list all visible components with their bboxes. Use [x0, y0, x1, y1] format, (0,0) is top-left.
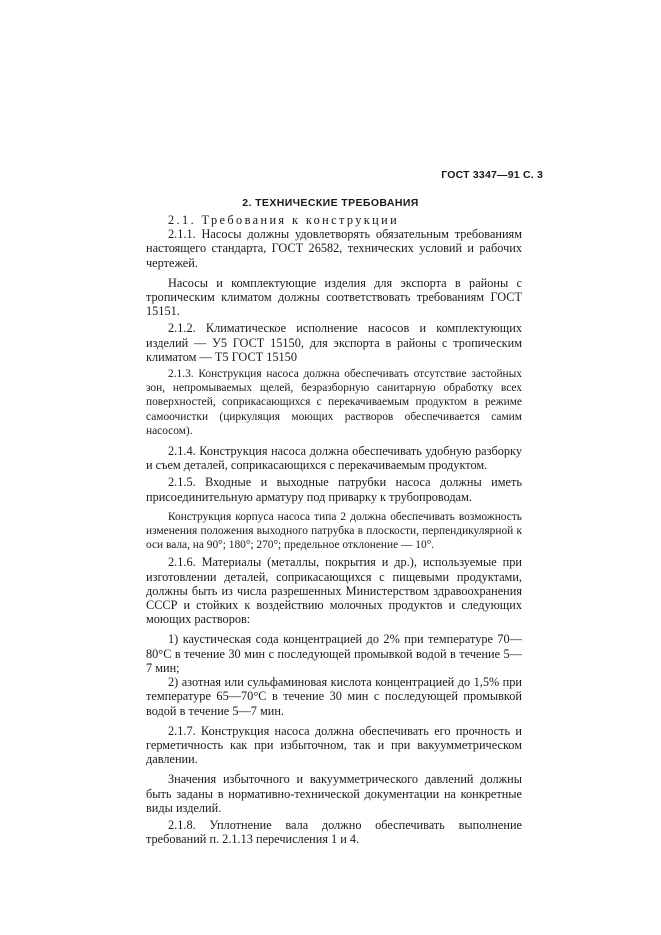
document-body [146, 213, 522, 846]
page-header-doc-ref: ГОСТ 3347—91 С. 3 [441, 169, 543, 181]
paragraph-2-1-8: 2.1.8. Уплотнение вала должно обеспечивать выполнение требований п. 2.1.13 перечисления 1 и 4. [146, 817, 522, 847]
paragraph-2-1-2: 2.1.2. Климатическое исполнение насосов и комплектующих изделий — У5 ГОСТ 15150, для экспорта в районы с тропическим климатом — Т5 ГОСТ 15150 [146, 321, 522, 364]
paragraph-2-1-3: 2.1.3. Конструкция насоса должна обеспечивать отсутствие застойных зон, непромываемых щелей, безразборную санитарную обработку всех поверхностей, соприкасающихся с перекачиваемым продуктом в режиме самоочистки (циркуляция моющих растворов обеспечивается самим насосом). [146, 368, 522, 437]
list-item-2: 2) азотная или сульфаминовая кислота концентрацией до 1,5% при температуре 65—70°С в течение 30 мин с последующей промывкой водой в течение 5—7 мин. [146, 675, 522, 718]
list-item-1: 1) каустическая сода концентрацией до 2% при температуре 70—80°С в течение 30 мин с последующей промывкой водой в течение 5—7 мин; [146, 632, 522, 675]
subsection-heading-2-1: 2.1. Требования к конструкции [168, 213, 400, 227]
paragraph-2-1-4: 2.1.4. Конструкция насоса должна обеспечивать удобную разборку и съем деталей, соприкасающихся с перекачиваемым продуктом. [146, 444, 522, 473]
paragraph-2-1-6: 2.1.6. Материалы (металлы, покрытия и др.), используемые при изготовлении деталей, соприкасающихся с пищевыми продуктами, должны быть из числа разрешенных Министерством здравоохранения СССР и стойких к воздействию молочных продуктов и следующих моющих растворов: [146, 555, 522, 627]
paragraph-2-1-5: 2.1.5. Входные и выходные патрубки насоса должны иметь присоединительную арматуру под приварку к трубопроводам. [146, 475, 522, 504]
paragraph-2-1-7: 2.1.7. Конструкция насоса должна обеспечивать его прочность и герметичность как при избыточном, так и при вакуумметрическом давлении. [146, 723, 522, 767]
paragraph-type2: Конструкция корпуса насоса типа 2 должна обеспечивать возможность изменения положения выходного патрубка в плоскости, перпендикулярной к оси вала, на 90°; 180°; 270°; предельное отклонение — 10°. [146, 510, 522, 552]
section-title: 2. ТЕХНИЧЕСКИЕ ТРЕБОВАНИЯ [242, 197, 419, 209]
paragraph-pressure: Значения избыточного и вакуумметрического давлений должны быть заданы в нормативно-технической документации на конкретные виды изделий. [146, 772, 522, 815]
paragraph-export: Насосы и комплектующие изделия для экспорта в районы с тропическим климатом должны соответствовать требованиям ГОСТ 15151. [146, 275, 522, 319]
paragraph-2-1-1: 2.1.1. Насосы должны удовлетворять обязательным требованиям настоящего стандарта, ГОСТ 26582, технических условий и рабочих чертежей. [146, 227, 522, 270]
